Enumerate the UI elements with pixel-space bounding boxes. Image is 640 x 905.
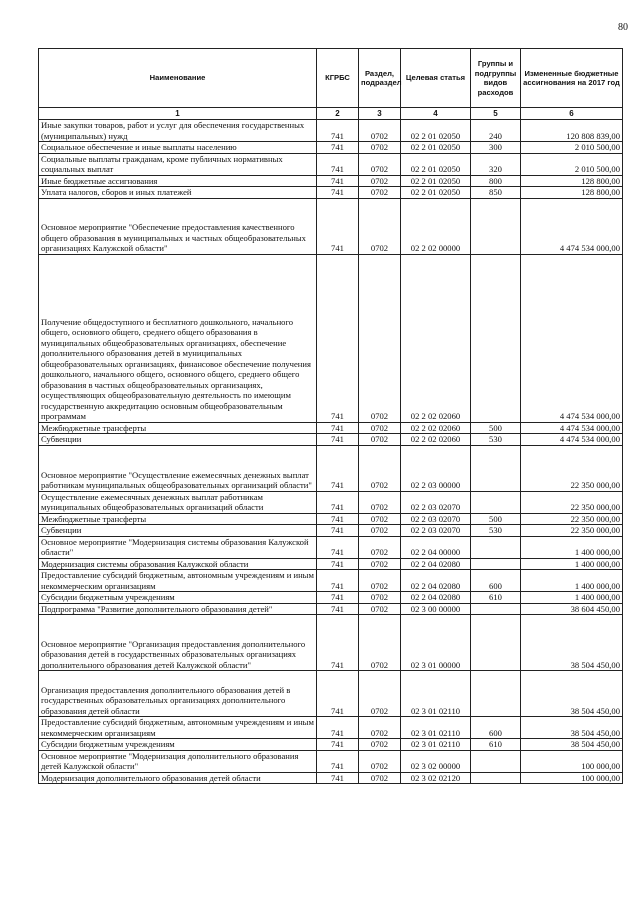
row-section: 0702 bbox=[359, 187, 401, 199]
row-group bbox=[471, 198, 521, 254]
row-amount: 4 474 534 000,00 bbox=[521, 434, 623, 446]
row-kgrbs: 741 bbox=[317, 153, 359, 175]
table-row bbox=[39, 558, 623, 570]
row-group: 800 bbox=[471, 175, 521, 187]
row-name: Социальное обеспечение и иные выплаты населению bbox=[39, 142, 317, 154]
row-group: 240 bbox=[471, 120, 521, 142]
row-kgrbs: 741 bbox=[317, 536, 359, 558]
row-target: 02 2 01 02050 bbox=[401, 175, 471, 187]
row-kgrbs: 741 bbox=[317, 750, 359, 772]
row-group bbox=[471, 491, 521, 513]
row-name: Субсидии бюджетным учреждениям bbox=[39, 739, 317, 751]
column-number: 4 bbox=[401, 108, 471, 120]
column-number: 6 bbox=[521, 108, 623, 120]
row-amount: 1 400 000,00 bbox=[521, 536, 623, 558]
row-section: 0702 bbox=[359, 422, 401, 434]
row-target: 02 2 01 02050 bbox=[401, 187, 471, 199]
row-kgrbs: 741 bbox=[317, 603, 359, 615]
row-section: 0702 bbox=[359, 513, 401, 525]
table-row bbox=[39, 198, 623, 254]
row-name: Иные закупки товаров, работ и услуг для обеспечения государственных (муниципальных) нужд bbox=[39, 120, 317, 142]
row-amount: 38 504 450,00 bbox=[521, 739, 623, 751]
row-section: 0702 bbox=[359, 153, 401, 175]
row-target: 02 2 01 02050 bbox=[401, 142, 471, 154]
row-name: Субвенции bbox=[39, 434, 317, 446]
row-kgrbs: 741 bbox=[317, 739, 359, 751]
header-section: Раздел, подраздел bbox=[359, 49, 401, 108]
row-target: 02 3 00 00000 bbox=[401, 603, 471, 615]
row-kgrbs: 741 bbox=[317, 187, 359, 199]
row-section: 0702 bbox=[359, 671, 401, 717]
row-group: 500 bbox=[471, 513, 521, 525]
row-section: 0702 bbox=[359, 772, 401, 784]
row-section: 0702 bbox=[359, 558, 401, 570]
row-name: Субвенции bbox=[39, 525, 317, 537]
table-row bbox=[39, 445, 623, 491]
row-target: 02 2 02 02060 bbox=[401, 434, 471, 446]
row-kgrbs: 741 bbox=[317, 558, 359, 570]
column-number: 3 bbox=[359, 108, 401, 120]
table-row bbox=[39, 615, 623, 671]
row-group: 530 bbox=[471, 525, 521, 537]
row-target: 02 2 02 02060 bbox=[401, 422, 471, 434]
row-name: Уплата налогов, сборов и иных платежей bbox=[39, 187, 317, 199]
row-group: 530 bbox=[471, 434, 521, 446]
row-kgrbs: 741 bbox=[317, 254, 359, 422]
row-section: 0702 bbox=[359, 570, 401, 592]
row-target: 02 2 01 02050 bbox=[401, 153, 471, 175]
row-name: Социальные выплаты гражданам, кроме публичных нормативных социальных выплат bbox=[39, 153, 317, 175]
table-row bbox=[39, 671, 623, 717]
row-section: 0702 bbox=[359, 525, 401, 537]
table-row bbox=[39, 750, 623, 772]
row-target: 02 2 03 02070 bbox=[401, 491, 471, 513]
row-name: Основное мероприятие "Организация предоставления дополнительного образования детей в государственных образовательных организациях дополнительного образования детей Калужской области" bbox=[39, 615, 317, 671]
budget-table bbox=[38, 48, 623, 784]
row-section: 0702 bbox=[359, 175, 401, 187]
column-number: 5 bbox=[471, 108, 521, 120]
row-section: 0702 bbox=[359, 491, 401, 513]
row-name: Подпрограмма "Развитие дополнительного образования детей" bbox=[39, 603, 317, 615]
table-body bbox=[39, 120, 623, 784]
table-row bbox=[39, 142, 623, 154]
row-name: Предоставление субсидий бюджетным, автономным учреждениям и иным некоммерческим организациям bbox=[39, 717, 317, 739]
row-name: Предоставление субсидий бюджетным, автономным учреждениям и иным некоммерческим организациям bbox=[39, 570, 317, 592]
header-name: Наименование bbox=[39, 49, 317, 108]
row-section: 0702 bbox=[359, 615, 401, 671]
row-target: 02 3 02 02120 bbox=[401, 772, 471, 784]
row-name: Организация предоставления дополнительного образования детей в государственных образовательных организациях дополнительного образования детей области bbox=[39, 671, 317, 717]
row-kgrbs: 741 bbox=[317, 570, 359, 592]
row-target: 02 2 03 02070 bbox=[401, 525, 471, 537]
row-kgrbs: 741 bbox=[317, 717, 359, 739]
row-name: Осуществление ежемесячных денежных выплат работникам муниципальных общеобразовательных организаций области bbox=[39, 491, 317, 513]
row-amount: 38 504 450,00 bbox=[521, 717, 623, 739]
table-row bbox=[39, 592, 623, 604]
row-amount: 4 474 534 000,00 bbox=[521, 198, 623, 254]
row-amount: 4 474 534 000,00 bbox=[521, 422, 623, 434]
header-amount: Измененные бюджетные ассигнования на 2017 год bbox=[521, 49, 623, 108]
row-kgrbs: 741 bbox=[317, 422, 359, 434]
row-name: Межбюджетные трансферты bbox=[39, 513, 317, 525]
row-amount: 38 504 450,00 bbox=[521, 615, 623, 671]
row-kgrbs: 741 bbox=[317, 525, 359, 537]
row-group: 610 bbox=[471, 592, 521, 604]
table-row bbox=[39, 513, 623, 525]
row-amount: 128 800,00 bbox=[521, 187, 623, 199]
row-kgrbs: 741 bbox=[317, 772, 359, 784]
row-group bbox=[471, 254, 521, 422]
row-group bbox=[471, 750, 521, 772]
row-group: 600 bbox=[471, 570, 521, 592]
row-amount: 38 604 450,00 bbox=[521, 603, 623, 615]
row-name: Получение общедоступного и бесплатного дошкольного, начального общего, основного общего, среднего общего образования в муниципальных общеобразовательных организациях, обеспечение дополнительного образования детей в муниципальных общеобразовательных организациях, финансовое обеспечение получения дошкольного, начального общего, основного общего, среднего общего образования в частных общеобразовательных организациях, осуществляющих общеобразовательную деятельность по имеющим государственную аккредитацию основным общеобразовательным программам bbox=[39, 254, 317, 422]
column-number-row bbox=[39, 108, 623, 120]
row-name: Основное мероприятие "Обеспечение предоставления качественного общего образования в муниципальных и частных общеобразовательных организациях Калужской области" bbox=[39, 198, 317, 254]
row-group bbox=[471, 615, 521, 671]
row-section: 0702 bbox=[359, 592, 401, 604]
row-kgrbs: 741 bbox=[317, 142, 359, 154]
table-row bbox=[39, 717, 623, 739]
header-groups: Группы и подгруппы видов расходов bbox=[471, 49, 521, 108]
row-target: 02 2 02 02060 bbox=[401, 254, 471, 422]
row-name: Основное мероприятие "Модернизация дополнительного образования детей Калужской области" bbox=[39, 750, 317, 772]
row-name: Основное мероприятие "Осуществление ежемесячных денежных выплат работникам муниципальных общеобразовательных организаций области" bbox=[39, 445, 317, 491]
row-kgrbs: 741 bbox=[317, 671, 359, 717]
row-target: 02 2 04 00000 bbox=[401, 536, 471, 558]
table-row bbox=[39, 153, 623, 175]
row-kgrbs: 741 bbox=[317, 513, 359, 525]
row-group bbox=[471, 558, 521, 570]
row-kgrbs: 741 bbox=[317, 445, 359, 491]
row-kgrbs: 741 bbox=[317, 615, 359, 671]
row-amount: 100 000,00 bbox=[521, 750, 623, 772]
row-amount: 2 010 500,00 bbox=[521, 153, 623, 175]
row-group: 300 bbox=[471, 142, 521, 154]
table-row bbox=[39, 525, 623, 537]
row-section: 0702 bbox=[359, 739, 401, 751]
row-name: Основное мероприятие "Модернизация системы образования Калужской области" bbox=[39, 536, 317, 558]
column-number: 2 bbox=[317, 108, 359, 120]
row-section: 0702 bbox=[359, 254, 401, 422]
row-name: Иные бюджетные ассигнования bbox=[39, 175, 317, 187]
row-kgrbs: 741 bbox=[317, 592, 359, 604]
row-amount: 38 504 450,00 bbox=[521, 671, 623, 717]
row-target: 02 2 01 02050 bbox=[401, 120, 471, 142]
table-header-row bbox=[39, 49, 623, 108]
row-target: 02 3 01 02110 bbox=[401, 717, 471, 739]
page-number: 80 bbox=[618, 22, 628, 33]
row-group: 500 bbox=[471, 422, 521, 434]
table-row bbox=[39, 434, 623, 446]
table-row bbox=[39, 491, 623, 513]
table-row bbox=[39, 603, 623, 615]
table-row bbox=[39, 175, 623, 187]
row-target: 02 3 01 00000 bbox=[401, 615, 471, 671]
table-row bbox=[39, 254, 623, 422]
table-row bbox=[39, 422, 623, 434]
column-number: 1 bbox=[39, 108, 317, 120]
table-row bbox=[39, 187, 623, 199]
row-amount: 22 350 000,00 bbox=[521, 513, 623, 525]
row-target: 02 3 01 02110 bbox=[401, 671, 471, 717]
row-name: Субсидии бюджетным учреждениям bbox=[39, 592, 317, 604]
row-group: 610 bbox=[471, 739, 521, 751]
header-target: Целевая статья bbox=[401, 49, 471, 108]
row-kgrbs: 741 bbox=[317, 434, 359, 446]
row-group: 320 bbox=[471, 153, 521, 175]
row-kgrbs: 741 bbox=[317, 491, 359, 513]
row-name: Межбюджетные трансферты bbox=[39, 422, 317, 434]
table-row bbox=[39, 120, 623, 142]
row-group bbox=[471, 603, 521, 615]
row-section: 0702 bbox=[359, 142, 401, 154]
row-section: 0702 bbox=[359, 603, 401, 615]
row-amount: 22 350 000,00 bbox=[521, 525, 623, 537]
row-target: 02 2 04 02080 bbox=[401, 592, 471, 604]
row-amount: 4 474 534 000,00 bbox=[521, 254, 623, 422]
row-amount: 100 000,00 bbox=[521, 772, 623, 784]
row-target: 02 2 02 00000 bbox=[401, 198, 471, 254]
row-amount: 22 350 000,00 bbox=[521, 491, 623, 513]
row-group bbox=[471, 536, 521, 558]
row-section: 0702 bbox=[359, 717, 401, 739]
row-amount: 2 010 500,00 bbox=[521, 142, 623, 154]
table-row bbox=[39, 536, 623, 558]
row-target: 02 2 03 00000 bbox=[401, 445, 471, 491]
row-amount: 1 400 000,00 bbox=[521, 592, 623, 604]
row-amount: 120 808 839,00 bbox=[521, 120, 623, 142]
table-row bbox=[39, 570, 623, 592]
table-row bbox=[39, 739, 623, 751]
row-group bbox=[471, 671, 521, 717]
row-group: 850 bbox=[471, 187, 521, 199]
row-amount: 1 400 000,00 bbox=[521, 570, 623, 592]
row-target: 02 2 04 02080 bbox=[401, 558, 471, 570]
row-group: 600 bbox=[471, 717, 521, 739]
row-name: Модернизация дополнительного образования детей области bbox=[39, 772, 317, 784]
row-target: 02 2 04 02080 bbox=[401, 570, 471, 592]
row-section: 0702 bbox=[359, 750, 401, 772]
row-section: 0702 bbox=[359, 536, 401, 558]
row-kgrbs: 741 bbox=[317, 120, 359, 142]
row-section: 0702 bbox=[359, 198, 401, 254]
row-group bbox=[471, 772, 521, 784]
row-target: 02 3 02 00000 bbox=[401, 750, 471, 772]
row-kgrbs: 741 bbox=[317, 175, 359, 187]
table-row bbox=[39, 772, 623, 784]
row-section: 0702 bbox=[359, 445, 401, 491]
row-group bbox=[471, 445, 521, 491]
row-kgrbs: 741 bbox=[317, 198, 359, 254]
row-section: 0702 bbox=[359, 434, 401, 446]
row-amount: 22 350 000,00 bbox=[521, 445, 623, 491]
header-kgrbs: КГРБС bbox=[317, 49, 359, 108]
row-target: 02 2 03 02070 bbox=[401, 513, 471, 525]
row-target: 02 3 01 02110 bbox=[401, 739, 471, 751]
row-name: Модернизация системы образования Калужской области bbox=[39, 558, 317, 570]
row-amount: 1 400 000,00 bbox=[521, 558, 623, 570]
row-amount: 128 800,00 bbox=[521, 175, 623, 187]
row-section: 0702 bbox=[359, 120, 401, 142]
